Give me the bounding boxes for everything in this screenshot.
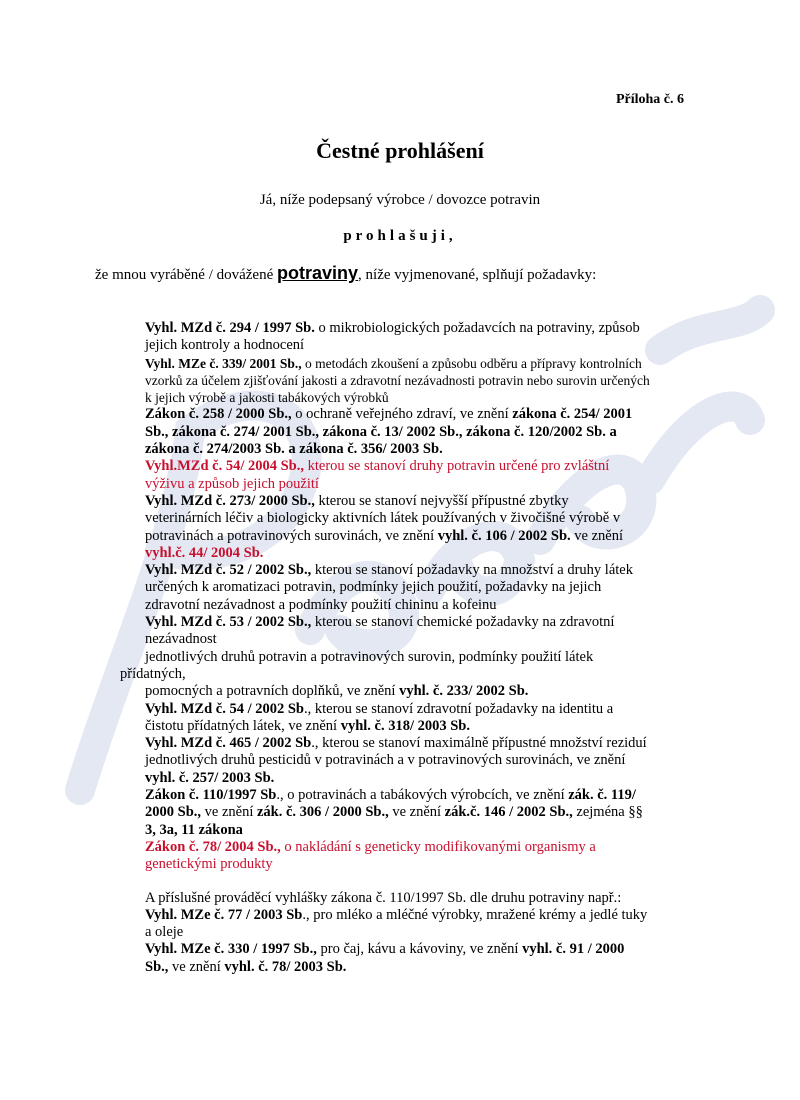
item-text: potravinách a potravinových surovinách, ve znění: [145, 527, 438, 544]
lead-pre: že mnou vyráběné / dovážené: [95, 267, 277, 283]
item-line: [145, 804, 665, 821]
item-bold-text: vyhl. č. 318/ 2003 Sb.: [340, 717, 470, 734]
regulation-reference: Vyhl.MZd č. 54/ 2004 Sb.,: [145, 458, 304, 475]
item-text: ve znění: [388, 804, 445, 821]
lead-bold-word: potraviny: [277, 263, 359, 283]
item-text: ve znění: [168, 958, 225, 975]
item-text: určených k aromatizaci potravin, podmínky jejich použití, požadavky na jejich: [145, 579, 602, 596]
item-text: pro čaj, kávu a kávoviny, ve znění: [316, 941, 523, 958]
declaration-word: prohlašuji,: [343, 228, 457, 244]
regulation-reference: Vyhl. MZe č. 339/ 2001 Sb.,: [145, 355, 302, 371]
lead-post: , níže vyjmenované, splňují požadavky:: [358, 267, 597, 283]
list-item: [145, 787, 665, 839]
item-text: jednotlivých druhů potravin a potravinových surovin, podmínky použití látek: [145, 648, 594, 665]
item-bold-text: 3, 3a, 11 zákona: [145, 821, 243, 838]
item-text: jejich kontroly a hodnocení: [145, 337, 305, 354]
item-text: ve znění: [201, 804, 257, 821]
item-text: kterou se stanoví nejvyšší přípustné zbytky: [314, 492, 569, 509]
regulation-reference: Zákon č. 110/1997 Sb: [145, 787, 277, 804]
list-item: [145, 562, 665, 614]
item-text: jednotlivých druhů pesticidů v potravinách a v potravinových surovinách, ve znění: [145, 752, 626, 769]
document-title: Čestné prohlášení: [316, 138, 484, 163]
item-text: a oleje: [145, 924, 184, 941]
item-text: o ochraně veřejného zdraví, ve znění: [291, 406, 513, 423]
item-text: ., kterou se stanoví zdravotní požadavky na identitu a: [304, 700, 614, 717]
item-bold-text: Sb., zákona č. 274/ 2001 Sb., zákona č. 13/ 2002 Sb., zákona č. 120/2002 Sb. a: [145, 423, 617, 440]
item-bold-text: vyhl. č. 233/ 2002 Sb.: [399, 683, 529, 700]
spacer: [145, 874, 665, 890]
annex-number: Příloha č. 6: [615, 92, 684, 107]
intro-line: Já, níže podepsaný výrobce / dovozce potravin: [259, 192, 541, 208]
regulation-reference: Vyhl. MZd č. 465 / 2002 Sb: [145, 735, 312, 752]
item-bold-text: Sb.,: [145, 958, 169, 975]
item-bold-text: 2000 Sb.,: [145, 804, 202, 821]
item-text: o metodách zkoušení a způsobu odběru a přípravy kontrolních: [301, 355, 642, 371]
list-item: [145, 320, 665, 355]
item-bold-text: zák.č. 146 / 2002 Sb.,: [444, 804, 573, 821]
list-item: [120, 614, 665, 700]
item-text: ve znění: [570, 527, 623, 544]
item-bold-text: vyhl. č. 106 / 2002 Sb.: [437, 527, 571, 544]
item-bold-text: vyhl. č. 78/ 2003 Sb.: [224, 958, 347, 975]
list-item: [145, 406, 665, 458]
item-text: pomocných a potravních doplňků, ve znění: [145, 683, 400, 700]
item-text: o nakládání s geneticky modifikovanými organismy a: [280, 838, 596, 855]
item-text: přídatných,: [120, 665, 186, 682]
regulation-reference: Vyhl. MZe č. 330 / 1997 Sb.,: [145, 941, 317, 958]
lead-sentence: [95, 263, 755, 284]
item-text: k jejich výrobě a jakosti tabákových výrobků: [145, 390, 389, 406]
regulation-reference: Zákon č. 258 / 2000 Sb.,: [145, 406, 292, 423]
regulation-reference: Vyhl. MZd č. 54 / 2002 Sb: [145, 700, 304, 717]
item-bold-text: zákona č. 274/2003 Sb. a zákona č. 356/ 2003 Sb.: [145, 441, 443, 458]
regulation-reference: Vyhl. MZd č. 294 / 1997 Sb.: [145, 320, 315, 336]
item-text: zejména §§: [572, 804, 643, 821]
item-line: [145, 683, 665, 700]
item-text: zdravotní nezávadnost a podmínky použití chininu a kofeinu: [145, 596, 497, 613]
regulation-reference: Vyhl. MZd č. 53 / 2002 Sb.,: [145, 614, 312, 631]
item-text: ., o potravinách a tabákových výrobcích, ve znění: [276, 787, 569, 804]
item-text: výživu a způsob jejich použití: [145, 475, 319, 492]
regulation-reference: Vyhl. MZd č. 273/ 2000 Sb.,: [145, 492, 315, 509]
item-line: [145, 959, 665, 976]
item-bold-text: zák. č. 119/: [568, 787, 636, 804]
list-item: [145, 701, 665, 736]
item-text: kterou se stanoví druhy potravin určené pro zvláštní: [304, 458, 610, 475]
item-bold-text: zákona č. 254/ 2001: [512, 406, 633, 423]
item-text: nezávadnost: [145, 631, 217, 648]
list-item-highlighted: [145, 839, 665, 874]
regulation-reference: Vyhl. MZe č. 77 / 2003 Sb: [145, 906, 303, 923]
item-text: ., kterou se stanoví maximálně přípustné množství reziduí: [311, 735, 647, 752]
item-text: veterinárních léčiv a biologicky aktivních látek používaných v živočišné výrobě v: [145, 510, 621, 527]
item-bold-text: zák. č. 306 / 2000 Sb.,: [256, 804, 389, 821]
list-item: [145, 907, 665, 942]
regulation-reference: Zákon č. 78/ 2004 Sb.,: [145, 838, 281, 855]
item-text: kterou se stanoví chemické požadavky na zdravotní: [311, 614, 615, 631]
item-text: čistotu přídatných látek, ve znění: [145, 717, 341, 734]
outro-text: A příslušné prováděcí vyhlášky zákona č. 110/1997 Sb. dle druhu potraviny např.:: [145, 889, 622, 906]
list-item: [145, 493, 665, 562]
list-item: [145, 355, 665, 407]
regulation-reference: Vyhl. MZd č. 52 / 2002 Sb.,: [145, 562, 312, 579]
item-text: o mikrobiologických požadavcích na potraviny, způsob: [314, 320, 640, 336]
item-text: kterou se stanoví požadavky na množství a druhy látek: [311, 562, 633, 579]
item-line: [145, 528, 665, 545]
list-item: [145, 735, 665, 787]
item-bold-text: vyhl. č. 257/ 2003 Sb.: [145, 769, 275, 786]
item-line: [145, 718, 665, 735]
item-text: vzorků za účelem zjišťování jakosti a zdravotní nezávadnosti potravin nebo surovin určených: [145, 372, 650, 388]
item-text: ., pro mléko a mléčné výrobky, mražené krémy a jedlé tuky: [302, 906, 648, 923]
item-text: genetickými produkty: [145, 856, 273, 873]
regulation-list: [120, 320, 665, 976]
item-bold-text-highlighted: vyhl.č. 44/ 2004 Sb.: [145, 544, 264, 561]
item-bold-text: vyhl. č. 91 / 2000: [522, 941, 625, 958]
list-item: [145, 941, 665, 976]
outro-paragraph: [145, 890, 665, 907]
list-item-highlighted: [145, 458, 665, 493]
